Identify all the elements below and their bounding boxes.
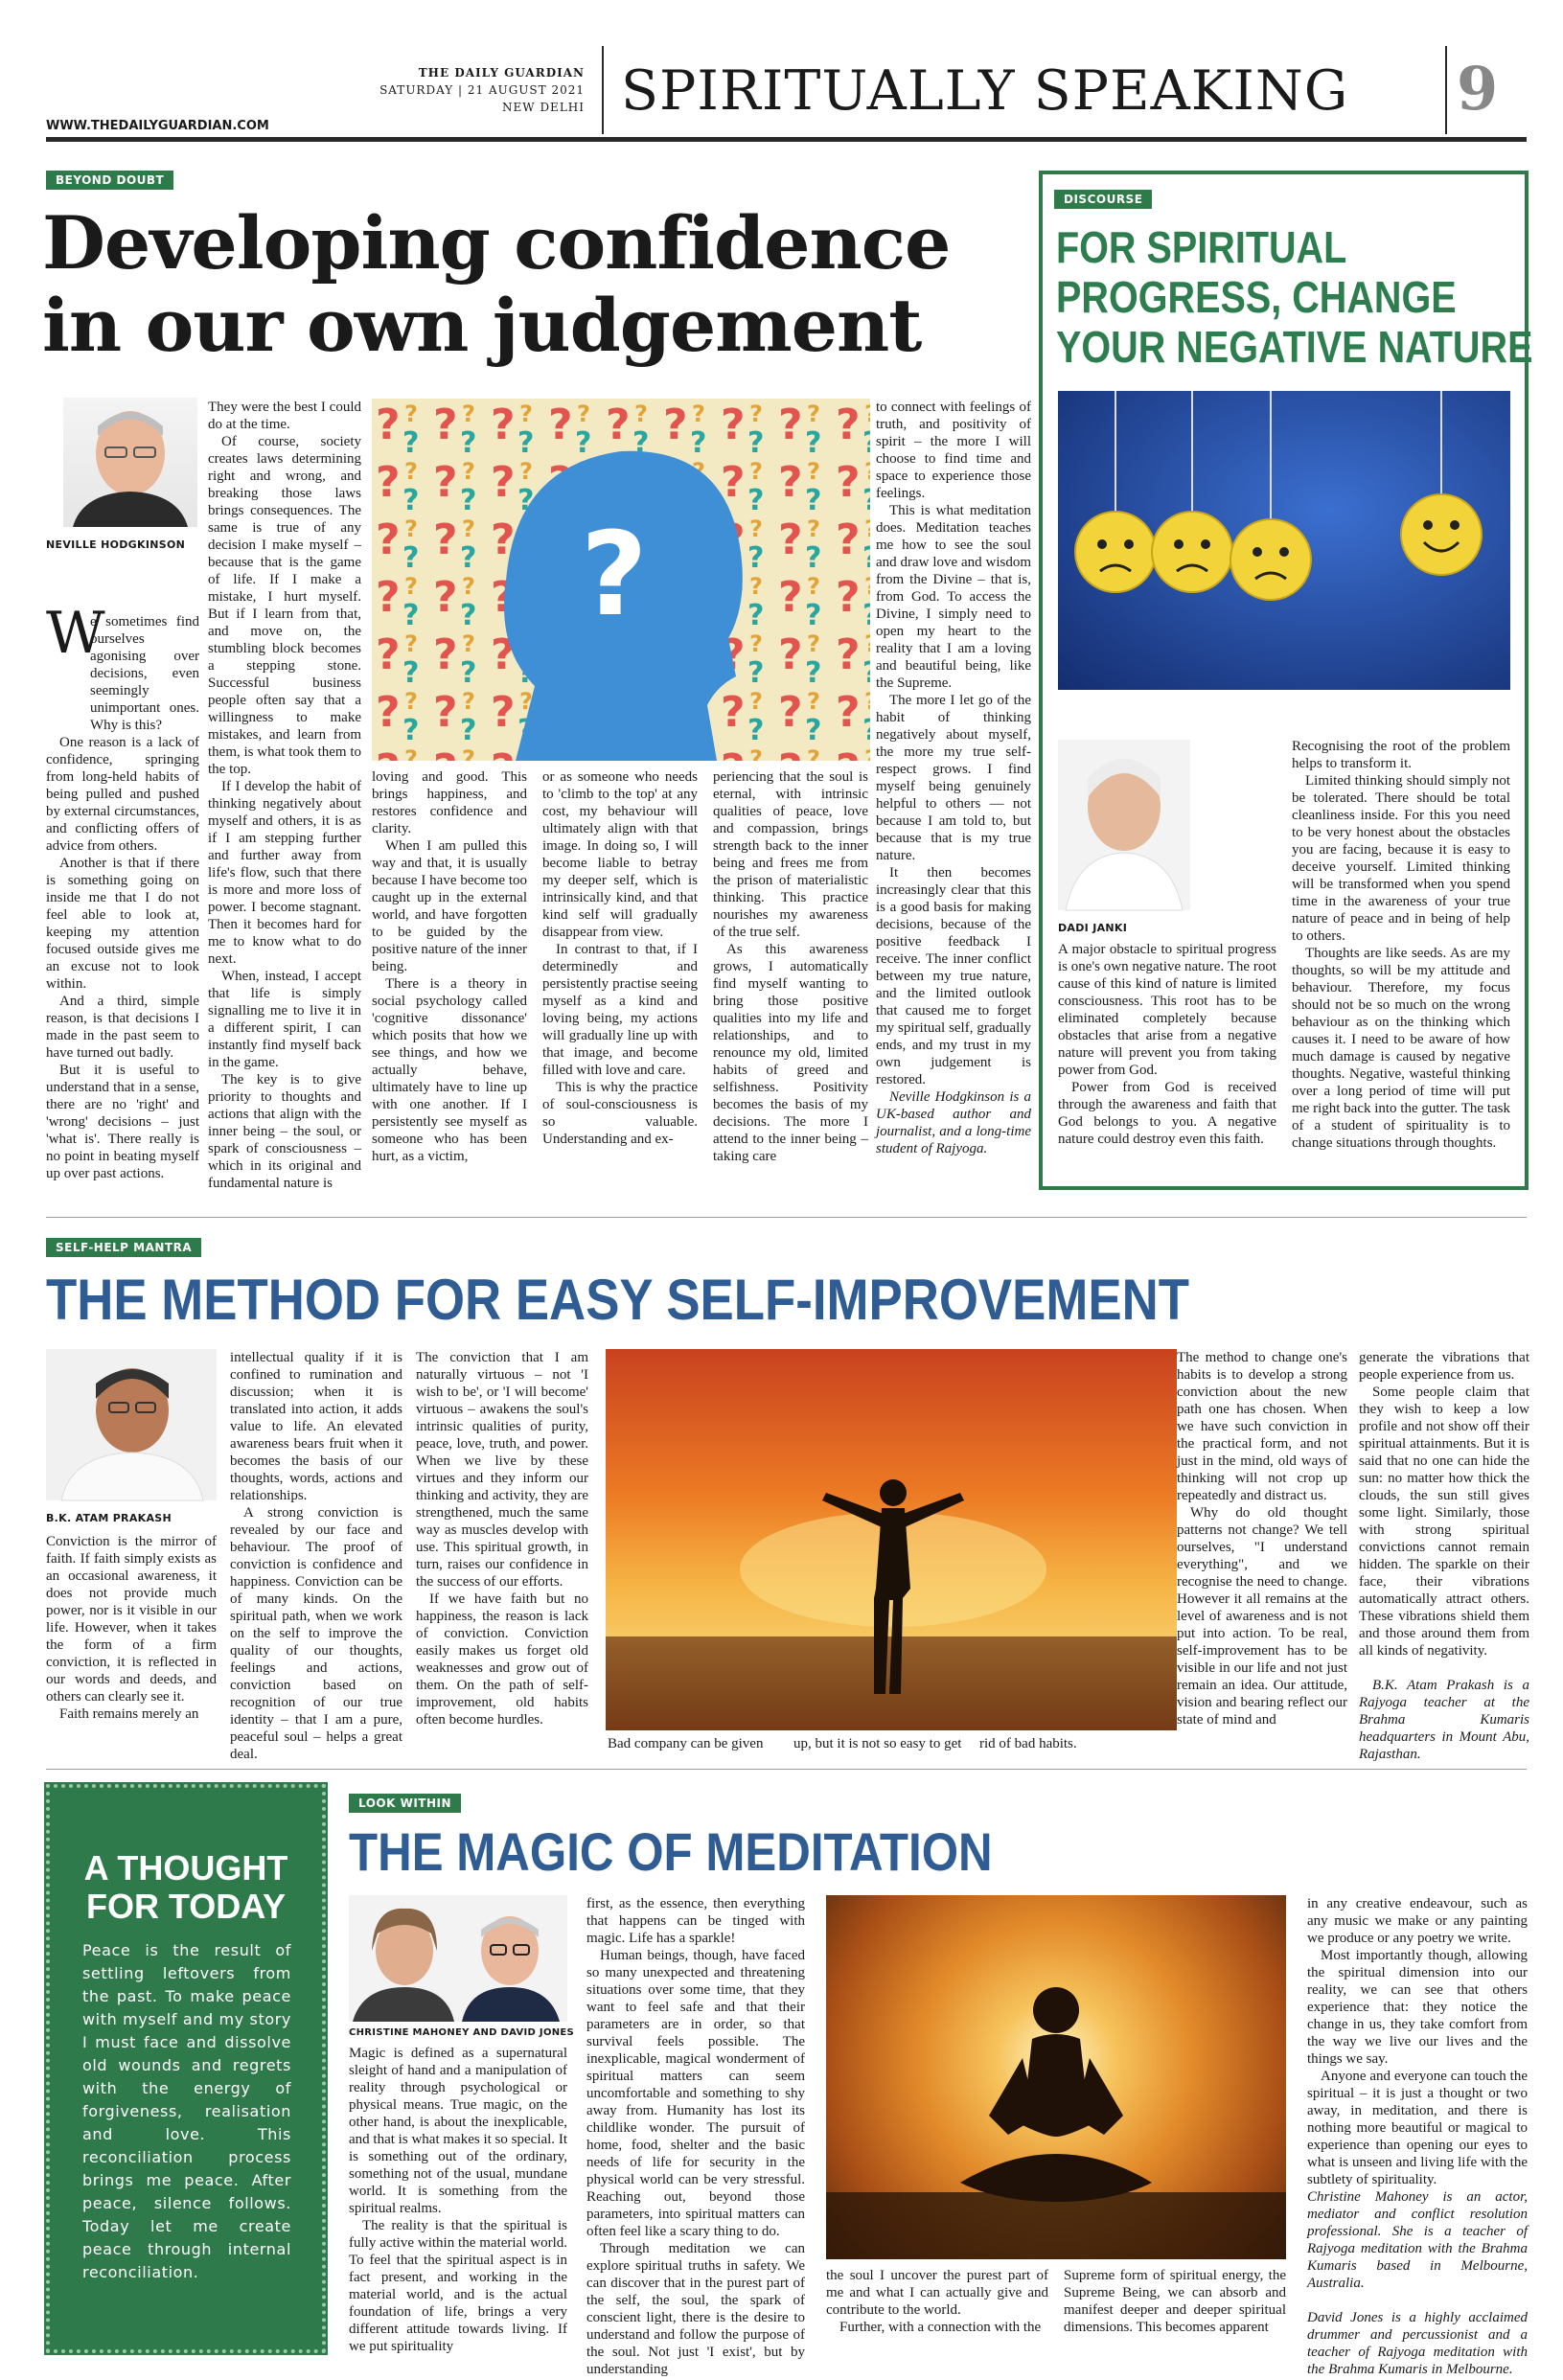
photo-caption-3: rid of bad habits. [979,1736,1077,1751]
article1-column-4 [542,768,698,1188]
article1-headline-line1: Developing confidence [42,200,951,286]
paragraph: The conviction that I am naturally virtuous – not 'I wish to be', or 'I will become' virtuous – awakens the soul's intrinsic qualities of purity, peace, love, truth, and power. When we live by these virtues and they inform our thinking and activity, they are strengthened, much the same way as muscles develop with use. This spiritual growth, in turn, raises our confidence in the success of our efforts. [416,1350,588,1590]
paragraph: generate the vibrations that people experience from us. [1359,1350,1529,1383]
article2-headline-line2: PROGRESS, CHANGE [1056,272,1457,322]
page-number-divider [1445,46,1447,134]
article4-author-credit-2: David Jones is a highly acclaimed drummer and percussionist and a teacher of Rajyoga meditation with the Brahma Kumaris in Melbourne. [1307,2310,1528,2377]
paragraph: loving and good. This brings happiness, and restores confidence and clarity. [372,769,527,836]
article1-kicker: BEYOND DOUBT [46,171,173,190]
paragraph: And a third, simple reason, is that decisions I made in the past seem to have turned out badly. [46,994,199,1061]
article1-column-2 [208,399,361,1191]
paragraph: But it is useful to understand that in a sense, there are no 'right' and 'wrong' decisions – just 'what is'. There really is no point in beating myself up over past actions. [46,1063,199,1181]
article3-author-credit: B.K. Atam Prakash is a Rajyoga teacher at the Brahma Kumaris headquarters in Mount Abu, Rajasthan. [1359,1678,1529,1762]
city-line: NEW DELHI [502,101,585,114]
article4-column-2 [586,1895,805,2377]
paragraph: Thoughts are like seeds. As are my thoughts, so will be my attitude and behaviour. Therefore, my focus should not be so much on the wrong behaviour as on the thinking which causes it. I need to be aware of how much damage is caused by negative thoughts. Negative, wasteful thinking over a long period of time will put me right back into the gutter. The task of a student of spirituality is to change situations through thoughts. [1292,946,1511,1151]
section-rule-1 [46,1217,1527,1218]
article2-headline-line1: FOR SPIRITUAL [1056,222,1347,272]
section-rule-2 [46,1769,1527,1770]
article4-column-3b [1064,2267,1286,2353]
person-icon [46,1349,217,1500]
article2-column-1 [1058,941,1276,1177]
paragraph: If we have faith but no happiness, the reason is lack of conviction. Conviction easily makes us forget old weaknesses and grow out of them. On the path of self-improvement, old habits often become hurdles. [416,1591,588,1728]
paragraph: Through meditation we can explore spiritual truths in safety. We can discover that in the purest part of the self, the soul, the spark of conscient light, there is the desire to understand and follow the purpose of the soul. Not just 'I exist', but by understanding [586,2241,805,2377]
article4-author-caption: CHRISTINE MAHONEY AND DAVID JONES [349,2027,575,2038]
article4-author-credit-1: Christine Mahoney is an actor, mediator and conflict resolution professional. She is a teacher of Rajyoga meditation with the Brahma Kumaris based in Melbourne, Australia. [1307,2189,1528,2291]
paragraph: Faith remains merely an [59,1706,199,1722]
masthead-divider [602,46,604,134]
article3-column-3 [416,1349,588,1755]
paragraph: Of course, society creates laws determining right and wrong, and breaking those laws brings consequences. The same is true of any decision I make myself – because that is the game of life. If I make a mistake, I hurt myself. But if I learn from that, and move on, the stumbling block becomes a stepping stone. Successful business people often say that a willingness to make mistakes, and learn from them, is what took them to the top. [208,434,361,777]
paragraph: Recognising the root of the problem helps to transform it. [1292,739,1510,771]
author-photo-dadi-janki [1058,740,1190,910]
person-icon [63,398,197,527]
paragraph: first, as the essence, then everything that happens can be tinged with magic. Life has a sparkle! [586,1896,805,1946]
article1-author-caption: NEVILLE HODGKINSON [46,538,186,551]
paragraph: The key is to give priority to thoughts and actions that align with the inner being – the soul, or spark of consciousness – which in its original and fundamental nature is [208,1072,361,1191]
paper-name: THE DAILY GUARDIAN [418,66,585,80]
thought-title-line2: FOR TODAY [85,1887,287,1926]
paragraph: intellectual quality if it is confined to rumination and discussion; when it is translated into action, it adds value to life. An elevated awareness bears fruit when it becomes the basis of our thoughts, words, actions and relationships. [230,1350,402,1503]
article1-dropcap: W [46,600,105,667]
silhouette-icon [606,1349,1177,1730]
paragraph: to connect with feelings of truth, and positivity of spirit – the more I will choose to find time and space to experience those feelings. [876,400,1031,501]
svg-text:?: ? [581,509,648,642]
article3-author-caption: B.K. ATAM PRAKASH [46,1512,172,1524]
article3-column-5 [1359,1349,1529,1762]
meditating-figure-icon [826,1895,1286,2259]
emoji-ornaments-photo [1058,391,1510,690]
article1-column-6 [876,399,1031,1188]
photo-caption-2: up, but it is not so easy to get [793,1736,962,1751]
paragraph: It then becomes increasingly clear that this is a good basis for making decisions, because of the positive feedback I receive. The inner conflict between my true nature, and the limited outlook that caused me to forget my spiritual self, gradually ends, and my trust in my own judgement is restored. [876,865,1031,1087]
paragraph: One reason is a lack of confidence, springing from long-held habits of being pulled and pushed by external circumstances, and conflicting offers of advice from others. [46,735,199,854]
paragraph: There is a theory in social psychology called 'cognitive dissonance' which posits that how we see things, and how we actually behave, ultimately have to line up with one another. If I persistently see myself as someone who has been hurt, as a victim, [372,976,527,1164]
paragraph: The more I let go of the habit of thinking negatively about myself, the more my true self-respect grows. I find myself being genuinely helpful to others — not because I am told to, but because that is my true nature. [876,693,1031,863]
question-head-icon [372,399,870,761]
sunset-man-photo [606,1349,1177,1730]
article4-column-4 [1307,1895,1528,2377]
paragraph: The reality is that the spiritual is fully active within the material world. To feel that the spiritual aspect is in fact present, and working in the material world, and is the actual foundation of life, brings a very different attitude towards living. If we put spirituality [349,2218,567,2354]
paragraph: When I am pulled this way and that, it is usually because I have become too caught up in the external world, and have forgotten to be guided by the positive nature of the inner being. [372,838,527,974]
article2-headline-line3: YOUR NEGATIVE NATURE [1056,322,1533,372]
paragraph: periencing that the soul is eternal, with intrinsic qualities of peace, love and compassion, brings strength back to the inner being and frees me from the prison of materialistic thinking. This practice nourishes my awareness of the true self. [713,769,868,940]
article3-column-4 [1177,1349,1347,1755]
paragraph: In contrast to that, if I determinedly and persistently practise seeing myself as a kind and loving being, my actions will gradually line up with that image, and become filled with love and care. [542,942,698,1078]
article1-author-credit: Neville Hodgkinson is a UK-based author and journalist, and a long-time student of Rajyoga. [876,1089,1031,1156]
paragraph: Why do old thought patterns not change? We tell ourselves, "I understand everything", and we recognise the need to change. However it all remains at the level of awareness and is not put into action. To be real, self-improvement has to be visible in our life and not just remain an idea. Our attitude, vision and bearing reflect our state of mind and [1177,1505,1347,1728]
paragraph: As this awareness grows, I automatically find myself wanting to bring those positive qualities into my life and relationships, and to renounce my old, limited habits of greed and selfishness. Positivity becomes the basis of my decisions. The more I attend to the inner being – taking care [713,942,868,1164]
article2-column-2 [1292,738,1510,1177]
article3-column-2 [230,1349,402,1762]
question-mark-illustration [372,399,870,761]
article4-kicker: LOOK WITHIN [349,1794,461,1813]
section-title: SPIRITUALLY SPEAKING [621,59,1349,123]
article4-column-1 [349,2045,567,2353]
paragraph: Human beings, though, have faced so many unexpected and threatening situations over some time, that they want to feel safe and that their parameters are in order, so that survival feels possible. The inexplicable, magical wonderment of spiritual matters can seem uncomfortable and something to shy away from. Humanity has lost its childlike wonder. The pursuit of home, food, shelter and the basic needs of life for security in the physical world can be very stressful. Reaching out, beyond those parameters, into spiritual matters can often feel like a scary thing to do. [586,1948,805,2239]
author-photo-neville [63,398,197,527]
paragraph: This is why the practice of soul-consciousness is so valuable. Understanding and ex- [542,1080,698,1147]
paragraph: Some people claim that they wish to keep a low profile and not show off their spiritual attainments. But it is said that no one can hide the sun: no matter how thick the clouds, the sun still gives some light. Similarly, those with strong spiritual convictions cannot remain hidden. The sparkle on their face, their vibrations automatically attract others. These vibrations shield them and those around them from all kinds of negativity. [1359,1385,1529,1659]
article4-headline: THE MAGIC OF MEDITATION [349,1821,993,1882]
paragraph: Limited thinking should simply not be tolerated. There should be total cleanliness inside. For this you need to be very honest about the obstacles you are facing, because it is easy to deceive yourself. Limited thinking will be transformed when you spend time in the awareness of your true nature of peace and in being of help to others. [1292,773,1510,944]
paragraph: Further, with a connection with the [839,2320,1042,2335]
paragraph: They were the best I could do at the time. [208,400,361,432]
page-number: 9 [1457,54,1499,124]
paragraph: in any creative endeavour, such as any music we make or any painting we produce or any poetry we write. [1307,1896,1528,1946]
paragraph: Another is that if there is something going on inside me that I do not feel able to look at, keeping my attention focused outside gives me an excuse not to look within. [46,856,199,992]
paragraph: A major obstacle to spiritual progress is one's own negative nature. The root cause of this kind of nature is limited consciousness. This root has to be eliminated completely because obstacles that arise from a negative nature will prevent you from taking power from God. [1058,942,1276,1078]
article3-headline: THE METHOD FOR EASY SELF-IMPROVEMENT [46,1268,1189,1332]
paragraph: Anyone and everyone can touch the spiritual – it is just a thought or two away, in meditation, and there is nothing more beautiful or magical to experience than opening our eyes to what is unseen and living life with the subtlety of spirituality. [1307,2069,1528,2187]
photo-caption-1: Bad company can be given [608,1736,764,1751]
article3-kicker: SELF-HELP MANTRA [46,1238,201,1257]
paragraph: When, instead, I accept that life is simply signalling me to live it in a different spirit, I can instantly find myself back in the game. [208,969,361,1070]
article3-column-1 [46,1533,217,1755]
paragraph: The method to change one's habits is to develop a strong conviction about the new path one has chosen. When we have such conviction in the practical form, and not just in the mind, old ways of thinking will not crop up repeatedly and distract us. [1177,1350,1347,1503]
hanging-emoji-icon [1058,391,1510,690]
thought-body: Peace is the result of settling leftovers from the past. To make peace with myself and my story I must face and dissolve old wounds and regrets with the energy of forgiveness, realisation and love. This reconciliation process brings me peace. After peace, silence follows. Today let me create peace through internal reconciliation. [82,1941,291,2281]
paragraph: Magic is defined as a supernatural sleight of hand and a manipulation of reality through psychological or physical means. True magic, on the other hand, is about the inexplicable, and that is what makes it so special. It is something out of the ordinary, something not of the usual, mundane world. It is something from the spiritual realms. [349,2046,567,2216]
website: WWW.THEDAILYGUARDIAN.COM [46,119,269,133]
two-people-icon [349,1895,567,2022]
date-line: SATURDAY | 21 AUGUST 2021 [379,83,585,97]
article1-headline-line2: in our own judgement [42,283,922,368]
author-photo-christine-david [349,1895,567,2022]
masthead-bottom-rule [46,137,1527,142]
author-photo-atam-prakash [46,1349,217,1500]
paragraph: e sometimes find ourselves agonising over decisions, even seemingly unimportant ones. Why is this? [90,614,199,733]
paragraph: If I develop the habit of thinking negatively about myself and others, it is as if I am stepping further and further away from life's flow, such that there is more and more loss of power. I become stagnant. Then it becomes hard for me to know what to do next. [208,779,361,967]
thought-title-line1: A THOUGHT [83,1848,288,1888]
article2-author-caption: DADI JANKI [1058,922,1128,934]
paragraph: Power from God is received through the awareness and faith that God belongs to you. A negative nature could destroy even this faith. [1058,1080,1276,1147]
paragraph: Supreme form of spiritual energy, the Supreme Being, we can absorb and manifest deeper and deeper spiritual dimensions. This becomes apparent [1064,2268,1286,2335]
person-icon [1058,740,1190,910]
paragraph: A strong conviction is revealed by our face and behaviour. The proof of conviction is confidence and happiness. Conviction can be of many kinds. On the spiritual path, when we work on the self to improve the quality of our thoughts, feelings and actions, conviction based on recognition of our true identity – that I am a pure, peaceful soul – helps a great deal. [230,1505,402,1762]
paragraph: or as someone who needs to 'climb to the top' at any cost, my behaviour will ultimately align with that image. In doing so, I will become liable to betray my deeper self, which is intrinsically kind, and that kind self will gradually disappear from view. [542,769,698,940]
article1-column-5 [713,768,868,1188]
article1-column-3 [372,768,527,1188]
paragraph: This is what meditation does. Meditation teaches me how to see the soul and draw love and wisdom from the Divine – that is, from God. To access the Divine, I simply need to open my heart to the reality that I am a loving and beautiful being, like the Supreme. [876,503,1031,691]
article4-column-3a [826,2267,1048,2353]
paragraph: the soul I uncover the purest part of me and what I can actually give and contribute to the world. [826,2268,1048,2318]
paragraph: Most importantly though, allowing the spiritual dimension into our reality, we can see that others experience that: they notice the change in us, they take comfort from the way we live our lives and the things we say. [1307,1948,1528,2067]
article1-column-1 [46,613,199,1188]
article2-kicker: DISCOURSE [1054,190,1152,209]
meditation-photo [826,1895,1286,2259]
paragraph: Conviction is the mirror of faith. If faith simply exists as an occasional awareness, it does not provide much power, nor is it visible in our life. However, when it takes the form of a firm conviction, it is reflected in our words and deeds, and others can clearly see it. [46,1534,217,1705]
